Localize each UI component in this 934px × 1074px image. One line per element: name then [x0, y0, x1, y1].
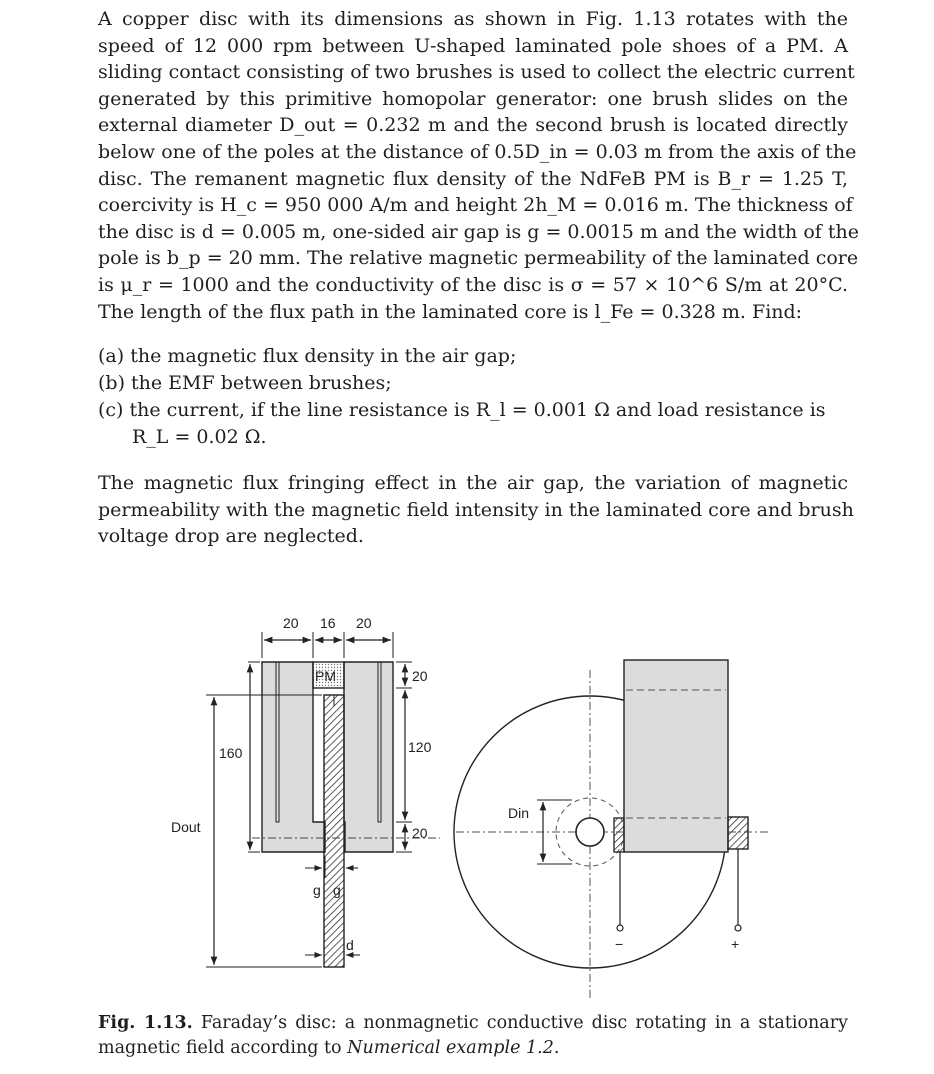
problem-line: A copper disc with its dimensions as shown in Fig. 1.13 rotates with the — [98, 8, 848, 30]
note-line: The magnetic flux fringing effect in the air gap, the variation of magnetic — [98, 472, 848, 494]
problem-line: speed of 12 000 rpm between U-shaped laminated pole shoes of a PM. A — [98, 34, 848, 57]
gap-label-right: g — [333, 882, 341, 898]
caption-example-ref: Numerical example 1.2 — [347, 1038, 554, 1058]
d-in-label: Din — [508, 805, 530, 821]
question-c — [98, 397, 848, 451]
dim-120: 120 — [408, 739, 432, 755]
faraday-disc-figure — [0, 600, 934, 1000]
dim-top-16: 16 — [320, 615, 336, 631]
dim-20-top: 20 — [412, 668, 428, 684]
d-out-label: Dout — [171, 819, 201, 835]
figure-caption — [98, 1011, 848, 1061]
problem-statement — [98, 6, 859, 325]
problem-line: external diameter D_out = 0.232 m and the second brush is located directly — [98, 114, 848, 137]
caption-line-1 — [98, 1011, 848, 1036]
assumptions-note — [98, 470, 854, 550]
brush-inner — [614, 818, 624, 852]
question-list — [98, 343, 848, 451]
dim-top-20a: 20 — [283, 615, 299, 631]
caption-line-2 — [98, 1036, 848, 1061]
caption-label: Fig. 1.13. — [98, 1013, 193, 1033]
caption-end: . — [553, 1038, 560, 1058]
problem-line: coercivity is H_c = 950 000 A/m and height 2h_M = 0.016 m. The thickness of — [98, 194, 853, 217]
problem-line: sliding contact consisting of two brushes is used to collect the electric current — [98, 61, 855, 84]
caption-text-1: Faraday’s disc: a nonmagnetic conductive disc rotating in a stationary — [200, 1013, 848, 1033]
question-b: (b) the EMF between brushes; — [98, 372, 392, 394]
note-line: voltage drop are neglected. — [98, 525, 364, 548]
terminal-minus: − — [615, 936, 624, 952]
note-line: permeability with the magnetic field intensity in the laminated core and brush — [98, 498, 854, 521]
question-c-line1: (c) the current, if the line resistance is R_l = 0.001 Ω and load resistance is — [98, 399, 826, 421]
question-c-line2: R_L = 0.02 Ω. — [132, 426, 267, 448]
problem-line: generated by this primitive homopolar generator: one brush slides on the — [98, 87, 848, 110]
problem-line: the disc is d = 0.005 m, one-sided air gap is g = 0.0015 m and the width of the — [98, 220, 859, 243]
shaft — [576, 818, 604, 846]
problem-line: is μ_r = 1000 and the conductivity of the disc is σ = 57 × 10^6 S/m at 20°C. — [98, 273, 848, 296]
problem-line: pole is b_p = 20 mm. The relative magnetic permeability of the laminated core — [98, 247, 859, 270]
dim-20-bottom: 20 — [412, 825, 428, 841]
thickness-label: d — [346, 937, 354, 953]
left-core — [262, 662, 325, 852]
right-core — [344, 662, 393, 852]
problem-line: disc. The remanent magnetic flux density of the NdFeB PM is B_r = 1.25 T, — [98, 167, 848, 190]
pole-front — [624, 660, 728, 852]
dim-160: 160 — [219, 745, 243, 761]
question-a: (a) the magnetic flux density in the air gap; — [98, 345, 517, 367]
problem-line: below one of the poles at the distance of 0.5D_in = 0.03 m from the axis of the — [98, 140, 857, 163]
disc-section — [324, 695, 344, 967]
pm-label: PM — [315, 668, 336, 684]
terminal-plus: + — [731, 936, 740, 952]
problem-line: The length of the flux path in the laminated core is l_Fe = 0.328 m. Find: — [98, 300, 803, 323]
gap-label-left: g — [313, 882, 321, 898]
caption-text-2: magnetic field according to — [98, 1038, 348, 1058]
brush-outer — [728, 817, 748, 849]
dim-top-20b: 20 — [356, 615, 372, 631]
